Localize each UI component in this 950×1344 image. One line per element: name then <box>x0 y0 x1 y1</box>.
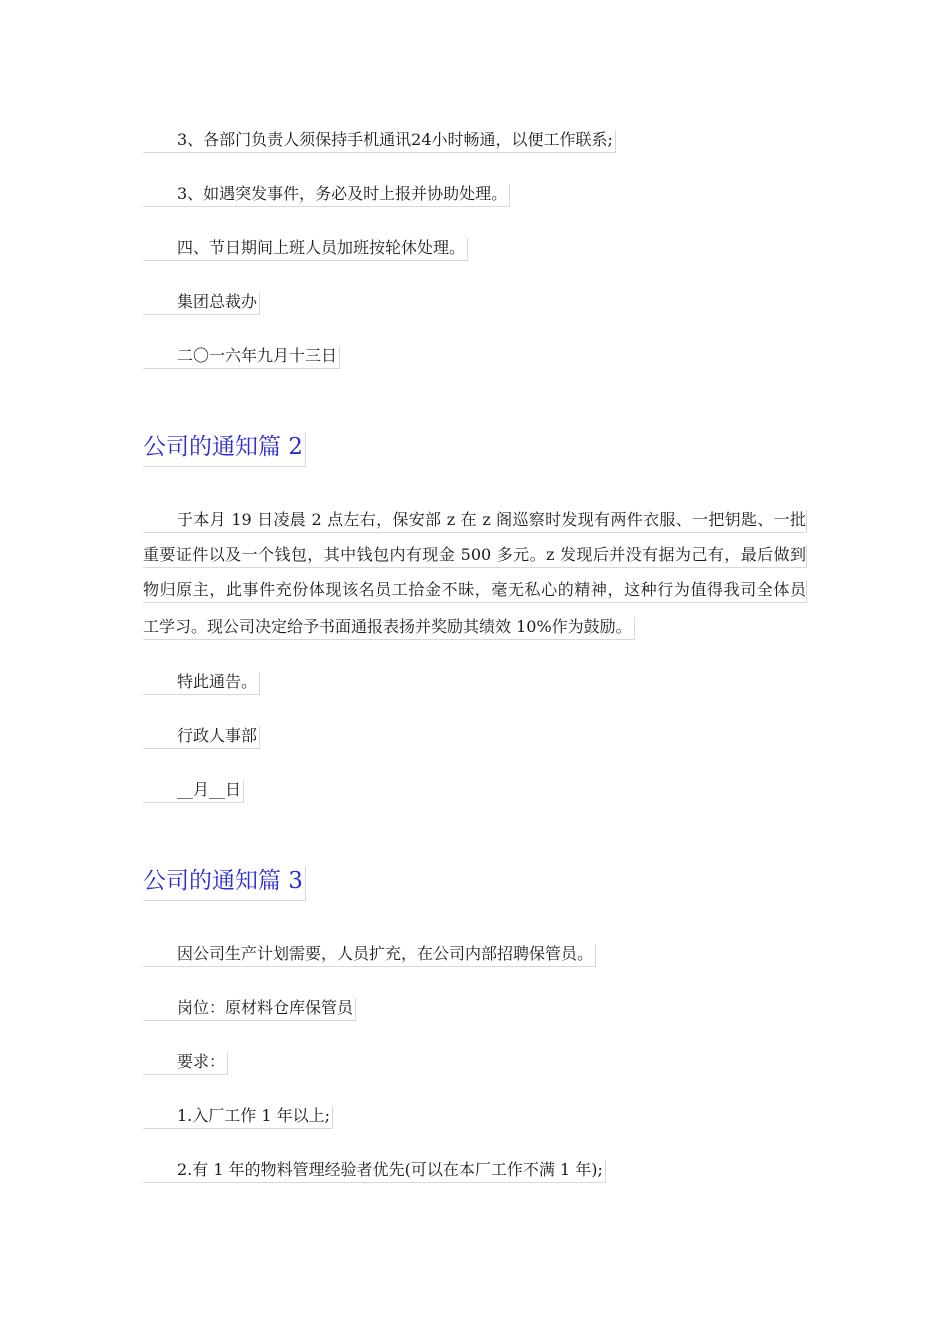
recruitment-intro: 因公司生产计划需要，人员扩充，在公司内部招聘保管员。 <box>143 944 596 967</box>
paragraph-line: 重要证件以及一个钱包，其中钱包内有现金 500 多元。z 发现后并没有据为己有，最后做到 <box>143 545 807 568</box>
department-signature: 行政人事部 <box>143 726 260 749</box>
notice-item-phone: 3、各部门负责人须保持手机通讯24小时畅通，以便工作联系; <box>143 130 616 153</box>
paragraph-line: 物归原主，此事件充份体现该名员工拾金不昧，毫无私心的精神，这种行为值得我司全体员 <box>143 580 807 603</box>
notice-item-overtime: 四、节日期间上班人员加班按轮休处理。 <box>143 238 468 261</box>
requirements-label: 要求： <box>143 1052 228 1075</box>
notice-signature: 集团总裁办 <box>143 292 260 315</box>
notice-item-emergency: 3、如遇突发事件，务必及时上报并协助处理。 <box>143 184 510 207</box>
requirement-item: 2.有 1 年的物料管理经验者优先(可以在本厂工作不满 1 年); <box>143 1160 606 1183</box>
paragraph-line: 工学习。现公司决定给予书面通报表扬并奖励其绩效 10%作为鼓励。 <box>143 617 635 640</box>
body-paragraph <box>143 510 807 652</box>
section-heading-2: 公司的通知篇 2 <box>143 432 306 467</box>
requirement-item: 1.入厂工作 1 年以上; <box>143 1106 333 1129</box>
blank-date: __月__日 <box>143 780 244 803</box>
notice-date: 二〇一六年九月十三日 <box>143 346 340 369</box>
closing-text: 特此通告。 <box>143 672 260 695</box>
paragraph-line: 于本月 19 日凌晨 2 点左右，保安部 z 在 z 阁巡察时发现有两件衣服、一把钥匙、一批 <box>143 510 807 533</box>
section-heading-3: 公司的通知篇 3 <box>143 866 306 901</box>
job-position: 岗位：原材料仓库保管员 <box>143 998 356 1021</box>
